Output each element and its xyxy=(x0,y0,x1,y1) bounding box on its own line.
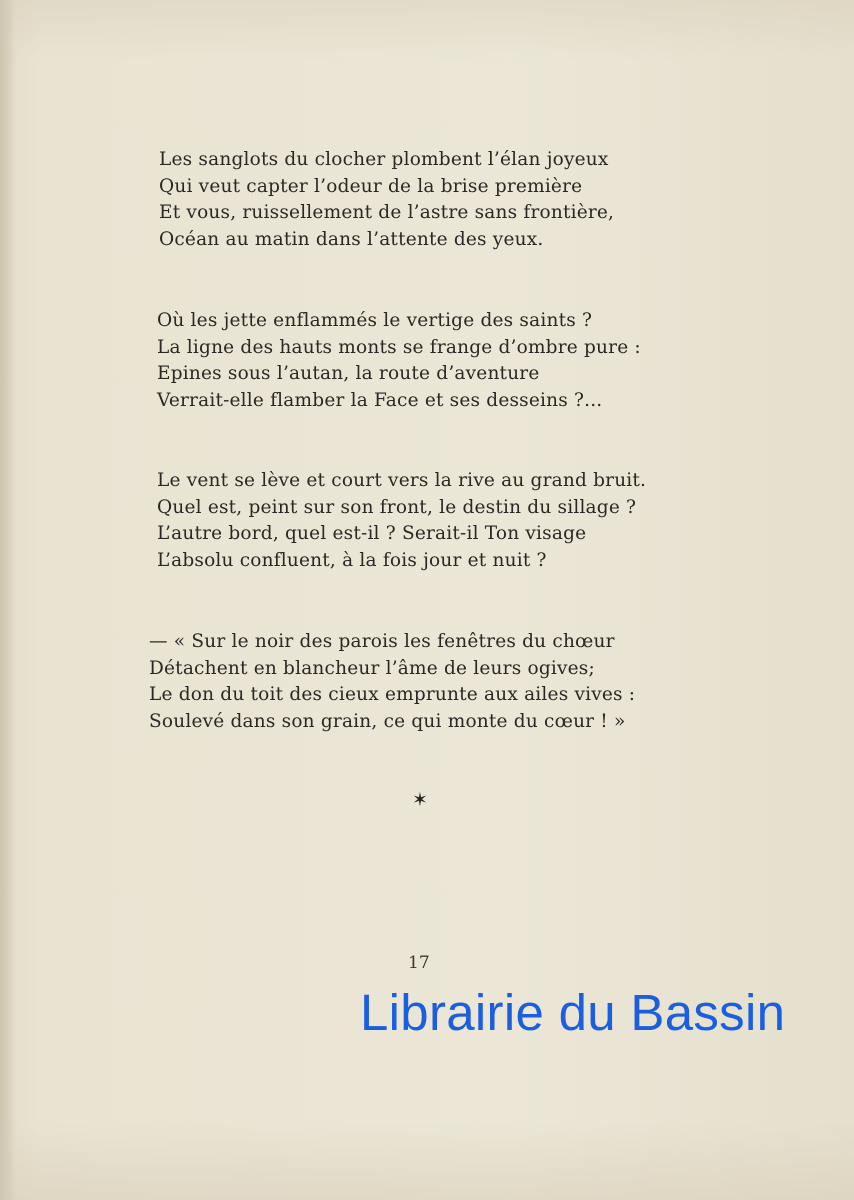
verse-line: Détachent en blancheur l’âme de leurs ogives; xyxy=(149,657,595,679)
verse-line: Quel est, peint sur son front, le destin du sillage ? xyxy=(157,496,637,518)
verse-line: L’autre bord, quel est-il ? Serait-il Ton visage xyxy=(157,523,587,544)
verse-line: Le vent se lève et court vers la rive au grand bruit. xyxy=(157,470,647,491)
verse-line: Le don du toit des cieux emprunte aux ailes vives : xyxy=(149,684,636,705)
verse-line: Et vous, ruissellement de l’astre sans frontière, xyxy=(159,202,615,223)
verse-line: — « Sur le noir des parois les fenêtres du chœur xyxy=(149,631,615,652)
verse-line: L’absolu confluent, à la fois jour et nuit ? xyxy=(157,549,547,571)
verse-line: Soulevé dans son grain, ce qui monte du cœur ! » xyxy=(149,710,626,732)
verse-line: Qui veut capter l’odeur de la brise première xyxy=(159,175,583,197)
verse-line: Les sanglots du clocher plombent l’élan joyeux xyxy=(159,149,609,170)
watermark-text: Librairie du Bassin xyxy=(360,984,786,1041)
verse-line: La ligne des hauts monts se frange d’ombre pure : xyxy=(157,336,641,358)
verse-line: Verrait-elle flamber la Face et ses desseins ?... xyxy=(157,389,603,411)
star-ornament-icon: ✶ xyxy=(412,789,428,811)
verse-line: Océan au matin dans l’attente des yeux. xyxy=(159,228,544,250)
verse-line: Epines sous l’autan, la route d’aventure xyxy=(157,363,540,384)
stanza-1 xyxy=(159,147,614,253)
spine-shadow xyxy=(0,0,16,1200)
stanza-2 xyxy=(157,308,641,414)
stanza-3 xyxy=(157,468,646,574)
verse-line: Où les jette enflammés le vertige des saints ? xyxy=(157,310,593,331)
stanza-4 xyxy=(149,629,635,735)
page-number: 17 xyxy=(408,953,430,973)
